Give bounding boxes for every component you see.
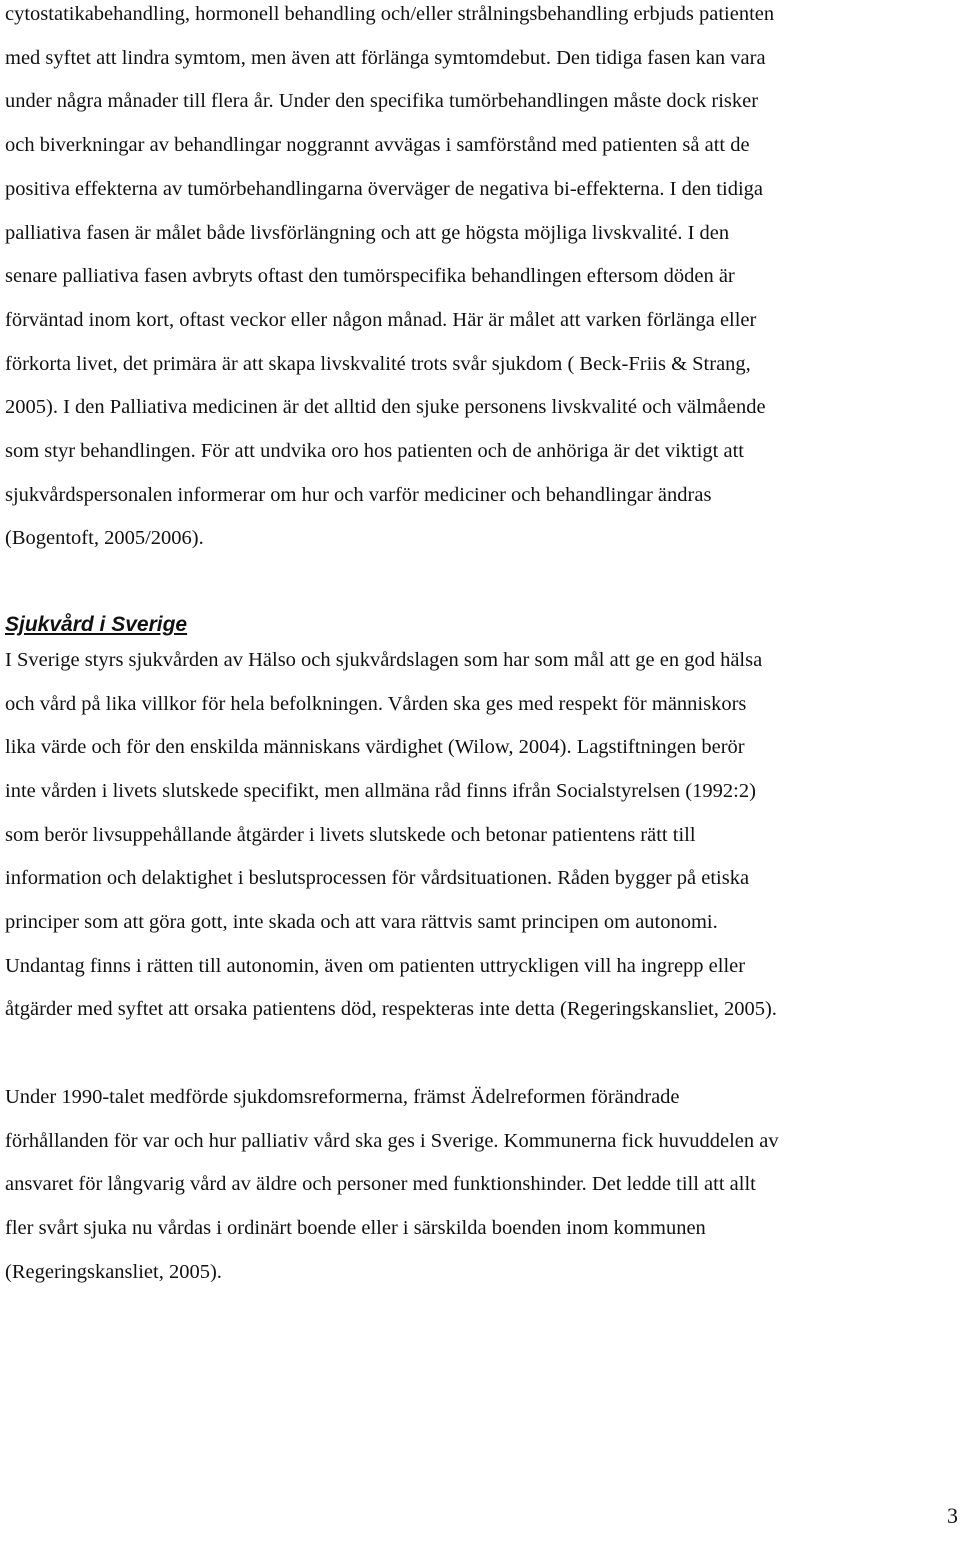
text-line: och biverkningar av behandlingar noggrannt avvägas i samförstånd med patienten så att de xyxy=(5,134,750,157)
text-line: 2005). I den Palliativa medicinen är det alltid den sjuke personens livskvalité och välmående xyxy=(5,396,766,419)
text-line: fler svårt sjuka nu vårdas i ordinärt boende eller i särskilda boenden inom kommunen xyxy=(5,1216,706,1239)
text-line: sjukvårdspersonalen informerar om hur och varför mediciner och behandlingar ändras xyxy=(5,483,712,506)
paragraph-1990s-reforms xyxy=(5,1076,958,1295)
paragraph-healthcare-law xyxy=(5,639,958,1032)
section-heading: Sjukvård i Sverige xyxy=(5,613,188,637)
text-line: I Sverige styrs sjukvården av Hälso och sjukvårdslagen som har som mål att ge en god hälsa xyxy=(5,648,763,671)
text-line: förkorta livet, det primära är att skapa livskvalité trots svår sjukdom ( Beck-Friis & Strang, xyxy=(5,352,751,375)
text-line: som styr behandlingen. För att undvika oro hos patienten och de anhöriga är det viktigt att xyxy=(5,440,744,463)
text-line: Under 1990-talet medförde sjukdomsreformerna, främst Ädelreformen förändrade xyxy=(5,1085,680,1108)
text-line: Undantag finns i rätten till autonomin, även om patienten uttryckligen vill ha ingrepp eller xyxy=(5,954,746,977)
text-line: som berör livsuppehållande åtgärder i livets slutskede och betonar patientens rätt till xyxy=(5,823,696,846)
text-line: (Regeringskansliet, 2005). xyxy=(5,1260,222,1283)
text-line: cytostatikabehandling, hormonell behandling och/eller strålningsbehandling erbjuds patienten xyxy=(5,3,775,25)
text-line: med syftet att lindra symtom, men även att förlänga symtomdebut. Den tidiga fasen kan vara xyxy=(5,46,766,69)
text-line: förväntad inom kort, oftast veckor eller någon månad. Här är målet att varken förlänga eller xyxy=(5,308,757,331)
text-line: palliativa fasen är målet både livsförlängning och att ge högsta möjliga livskvalité. I den xyxy=(5,221,730,244)
text-line: senare palliativa fasen avbryts oftast den tumörspecifika behandlingen eftersom döden är xyxy=(5,265,735,288)
text-line: principer som att göra gott, inte skada och att vara rättvis samt principen om autonomi. xyxy=(5,911,718,934)
page-number: 3 xyxy=(947,1503,958,1528)
text-line: information och delaktighet i beslutsprocessen för vårdsituationen. Råden bygger på etiska xyxy=(5,867,750,890)
text-line: ansvaret för långvarig vård av äldre och personer med funktionshinder. Det ledde till att allt xyxy=(5,1173,756,1196)
paragraph-spacer xyxy=(5,1032,958,1076)
text-line: (Bogentoft, 2005/2006). xyxy=(5,527,204,550)
text-line: positiva effekterna av tumörbehandlingarna överväger de negativa bi-effekterna. I den tidiga xyxy=(5,177,763,200)
text-line: inte vården i livets slutskede specifikt, men allmäna råd finns ifrån Socialstyrelsen (1992:2) xyxy=(5,779,756,802)
text-line: förhållanden för var och hur palliativ vård ska ges i Sverige. Kommunerna fick huvuddelen av xyxy=(5,1129,779,1152)
document-page xyxy=(5,0,958,1294)
text-line: under några månader till flera år. Under den specifika tumörbehandlingen måste dock risker xyxy=(5,90,759,113)
text-line: och vård på lika villkor för hela befolkningen. Vården ska ges med respekt för människors xyxy=(5,692,747,715)
text-line: lika värde och för den enskilda människans värdighet (Wilow, 2004). Lagstiftningen berör xyxy=(5,736,745,759)
paragraph-palliative-phases xyxy=(5,0,958,561)
text-line: åtgärder med syftet att orsaka patientens död, respekteras inte detta (Regeringskansliet, 2005). xyxy=(5,998,777,1021)
